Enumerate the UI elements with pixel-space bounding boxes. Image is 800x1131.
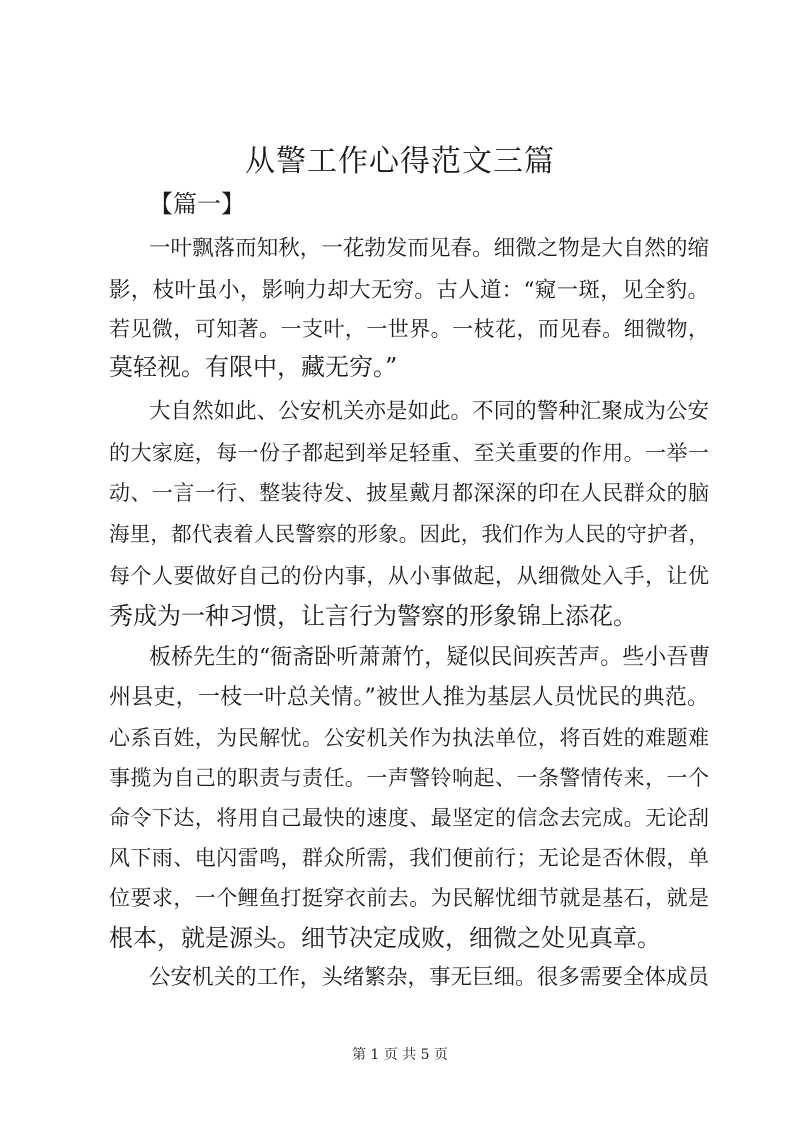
text-line: 影，枝叶虽小，影响力却大无穷。古人道：“窥一斑，见全豹。 <box>109 278 709 303</box>
text-line: 心系百姓，为民解忧。公安机关作为执法单位，将百姓的难题难 <box>109 726 709 750</box>
text-line: 根本，就是源头。细节决定成败，细微之处见真章。 <box>109 924 661 952</box>
text-line: 公安机关的工作，头绪繁杂，事无巨细。很多需要全体成员 <box>149 965 709 990</box>
text-line: 动、一言一行、整装待发、披星戴月都深深的印在人民群众的脑 <box>109 481 709 505</box>
page-number-footer: 第 1 页 共 5 页 <box>351 1047 449 1063</box>
text-line: 大自然如此、公安机关亦是如此。不同的警种汇聚成为公安 <box>149 399 709 424</box>
text-line: 若见微，可知著。一支叶，一世界。一枝花，而见春。细微物， <box>109 317 709 341</box>
text-line: 命令下达，将用自己最快的速度、最坚定的信念去完成。无论刮 <box>109 806 709 830</box>
text-line: 莫轻视。有限中，藏无穷。” <box>109 353 398 381</box>
text-line: 事揽为自己的职责与责任。一声警铃响起、一条警情传来，一个 <box>109 766 709 790</box>
document-title: 从警工作心得范文三篇 <box>245 144 555 179</box>
text-line: 位要求，一个鲤鱼打挺穿衣前去。为民解忧细节就是基石，就是 <box>109 886 709 910</box>
text-line: 风下雨、电闪雷鸣，群众所需，我们便前行；无论是否休假，单 <box>109 846 709 870</box>
text-line: 一叶飘落而知秋，一花勃发而见春。细微之物是大自然的缩 <box>149 236 709 261</box>
section-heading: 【篇一】 <box>149 190 245 218</box>
text-line: 板桥先生的“衙斋卧听萧萧竹，疑似民间疾苦声。些小吾曹 <box>149 645 711 670</box>
text-line: 的大家庭，每一份子都起到举足轻重、至关重要的作用。一举一 <box>109 441 709 465</box>
text-line: 州县吏，一枝一叶总关情。”被世人推为基层人员忧民的典范。 <box>109 685 709 710</box>
text-line: 每个人要做好自己的份内事，从小事做起，从细微处入手，让优 <box>109 564 709 588</box>
text-line: 海里，都代表着人民警察的形象。因此，我们作为人民的守护者， <box>109 522 709 546</box>
text-line: 秀成为一种习惯，让言行为警察的形象锦上添花。 <box>109 602 637 630</box>
